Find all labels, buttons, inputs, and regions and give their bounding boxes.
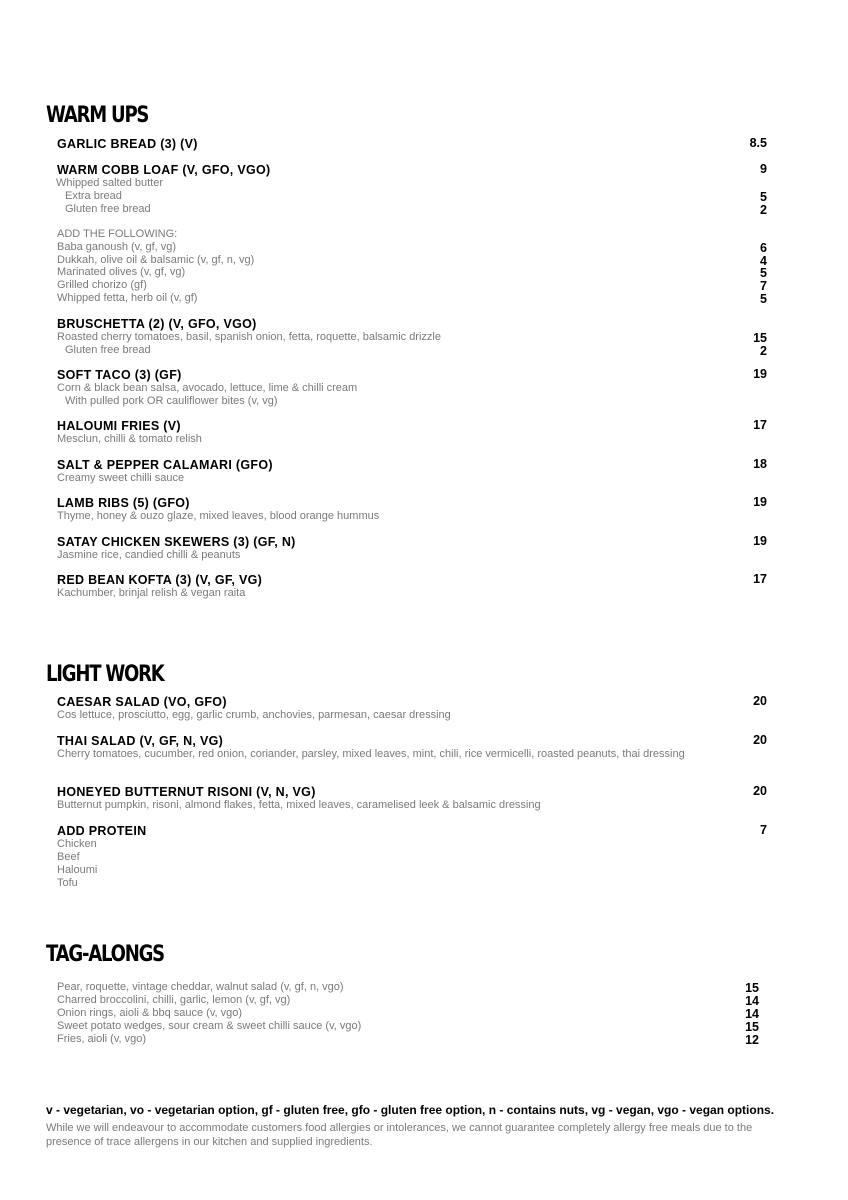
item-price: 8.5 — [749, 136, 767, 150]
add-label: Marinated olives (v, gf, vg) — [57, 266, 186, 279]
menu-item-lamb-ribs — [57, 494, 767, 523]
tag-along-label: Onion rings, aioli & bbq sauce (v, vgo) — [57, 1006, 243, 1019]
item-name: RED BEAN KOFTA (3) (V, GF, VG) — [57, 573, 263, 587]
item-name: SATAY CHICKEN SKEWERS (3) (GF, N) — [57, 535, 296, 549]
extra-note: With pulled pork OR cauliflower bites (v, vg) — [65, 394, 278, 407]
item-description: Cos lettuce, prosciutto, egg, garlic crumb, anchovies, parmesan, caesar dressing — [57, 709, 451, 721]
extra-option — [57, 344, 767, 357]
item-description: Whipped salted butter — [56, 177, 164, 189]
add-price: 5 — [760, 266, 767, 281]
list-item — [57, 1020, 759, 1033]
list-item — [57, 994, 759, 1007]
item-name: SOFT TACO (3) (GF) — [57, 368, 182, 382]
tag-alongs-list — [57, 981, 759, 1046]
tag-along-price: 15 — [745, 981, 759, 995]
item-name: ADD PROTEIN — [57, 824, 147, 838]
add-option — [57, 254, 767, 267]
menu-item-haloumi-fries — [57, 417, 767, 446]
item-name: HALOUMI FRIES (V) — [57, 419, 181, 433]
extra-price: 2 — [760, 343, 767, 358]
tag-along-price: 14 — [745, 1006, 759, 1021]
description-text: Roasted cherry tomatoes, basil, spanish onion, fetta, roquette, balsamic drizzle — [57, 331, 441, 343]
add-price: 6 — [760, 240, 767, 255]
add-option — [57, 279, 767, 292]
extra-option — [57, 190, 767, 203]
item-name: GARLIC BREAD (3) (V) — [57, 137, 198, 151]
item-price: 7 — [760, 823, 767, 837]
item-description: Corn & black bean salsa, avocado, lettuce, lime & chilli cream — [57, 382, 358, 394]
menu-item-red-bean-kofta — [57, 571, 767, 600]
item-name: BRUSCHETTA (2) (V, GFO, VGO) — [57, 317, 257, 331]
item-price: 20 — [753, 784, 767, 798]
menu-item-salt-pepper-calamari — [57, 456, 767, 485]
list-item — [57, 1007, 759, 1020]
item-name: HONEYED BUTTERNUT RISONI (V, N, VG) — [57, 785, 316, 799]
add-label: Baba ganoush (v, gf, vg) — [57, 240, 177, 253]
menu-item-warm-cobb-loaf — [57, 161, 767, 305]
item-price: 15 — [753, 331, 767, 345]
item-price: 17 — [753, 572, 767, 586]
extra-label: Gluten free bread — [65, 343, 151, 356]
protein-option: Haloumi — [57, 863, 98, 876]
add-price: 4 — [760, 253, 767, 268]
dietary-legend — [46, 1103, 786, 1149]
add-label: Whipped fetta, herb oil (v, gf) — [57, 292, 198, 305]
menu-item-bruschetta — [57, 315, 767, 357]
tag-along-price: 12 — [745, 1032, 759, 1047]
item-name: SALT & PEPPER CALAMARI (GFO) — [57, 458, 273, 472]
list-item — [57, 981, 759, 994]
tag-along-label: Sweet potato wedges, sour cream & sweet chilli sauce (v, vgo) — [57, 1019, 362, 1032]
extra-price: 2 — [760, 202, 767, 217]
item-description: Jasmine rice, candied chilli & peanuts — [57, 549, 241, 561]
protein-option: Chicken — [57, 838, 97, 850]
extra-price: 5 — [760, 189, 767, 204]
item-description: Cherry tomatoes, cucumber, red onion, coriander, parsley, mixed leaves, mint, chili, rice vermicelli, roasted peanuts, thai dressing — [57, 748, 685, 760]
item-price: 9 — [760, 162, 767, 176]
add-price: 7 — [760, 279, 767, 294]
add-option — [57, 292, 767, 305]
section-title-warm-ups: WARM UPS — [46, 103, 149, 128]
tag-along-label: Charred broccolini, chilli, garlic, lemon (v, gf, vg) — [57, 993, 291, 1006]
add-heading: ADD THE FOLLOWING: — [57, 227, 178, 240]
item-price: 20 — [753, 733, 767, 747]
item-name: LAMB RIBS (5) (GFO) — [57, 496, 190, 510]
item-price: 18 — [753, 457, 767, 471]
allergy-disclaimer: While we will endeavour to accommodate customers food allergies or intolerances, we cannot guarantee completely allergy free meals due to the presence of trace allergens in our kitchen and supplied ingredients. — [46, 1122, 753, 1148]
extra-option — [57, 203, 767, 216]
tag-along-price: 15 — [745, 1019, 759, 1034]
tag-along-label: Fries, aioli (v, vgo) — [57, 1032, 147, 1045]
add-price: 5 — [760, 292, 767, 307]
extra-label: Gluten free bread — [65, 202, 151, 215]
item-name: WARM COBB LOAF (V, GFO, VGO) — [57, 163, 271, 177]
item-price: 19 — [753, 495, 767, 509]
tag-along-label: Pear, roquette, vintage cheddar, walnut salad (v, gf, n, vgo) — [57, 981, 344, 993]
extra-label: Extra bread — [65, 189, 122, 202]
menu-item-garlic-bread — [57, 135, 767, 151]
item-description: Mesclun, chilli & tomato relish — [57, 433, 202, 445]
protein-option: Beef — [57, 850, 80, 863]
item-price: 19 — [753, 367, 767, 381]
menu-item-caesar-salad — [57, 693, 767, 722]
item-description: Thyme, honey & ouzo glaze, mixed leaves, blood orange hummus — [57, 510, 380, 522]
section-title-tag-alongs: TAG-ALONGS — [46, 942, 164, 967]
item-description — [57, 331, 767, 344]
menu-item-honeyed-butternut-risoni — [57, 783, 767, 812]
add-label: Grilled chorizo (gf) — [57, 279, 147, 292]
menu-item-thai-salad — [57, 732, 767, 761]
menu-item-add-protein — [57, 822, 767, 890]
legend-text: v - vegetarian, vo - vegetarian option, gf - gluten free, gfo - gluten free option, n - contains nuts, vg - vegan, vgo - vegan options. — [46, 1103, 775, 1117]
add-label: Dukkah, olive oil & balsamic (v, gf, n, vg) — [57, 253, 255, 266]
section-title-light-work: LIGHT WORK — [46, 662, 164, 687]
item-description: Kachumber, brinjal relish & vegan raita — [57, 587, 246, 599]
menu-item-soft-taco — [57, 366, 767, 408]
item-price: 17 — [753, 418, 767, 432]
protein-option: Tofu — [57, 876, 78, 889]
item-price: 19 — [753, 534, 767, 548]
item-price: 20 — [753, 694, 767, 708]
tag-along-price: 14 — [745, 993, 759, 1008]
item-name: CAESAR SALAD (VO, GFO) — [57, 695, 227, 709]
list-item — [57, 1033, 759, 1046]
item-name: THAI SALAD (V, GF, N, VG) — [57, 734, 224, 748]
menu-item-satay-chicken-skewers — [57, 533, 767, 562]
add-option — [57, 241, 767, 254]
add-option — [57, 266, 767, 279]
item-description: Butternut pumpkin, risoni, almond flakes, fetta, mixed leaves, caramelised leek & balsamic dressing — [57, 799, 541, 811]
item-description: Creamy sweet chilli sauce — [57, 472, 185, 484]
